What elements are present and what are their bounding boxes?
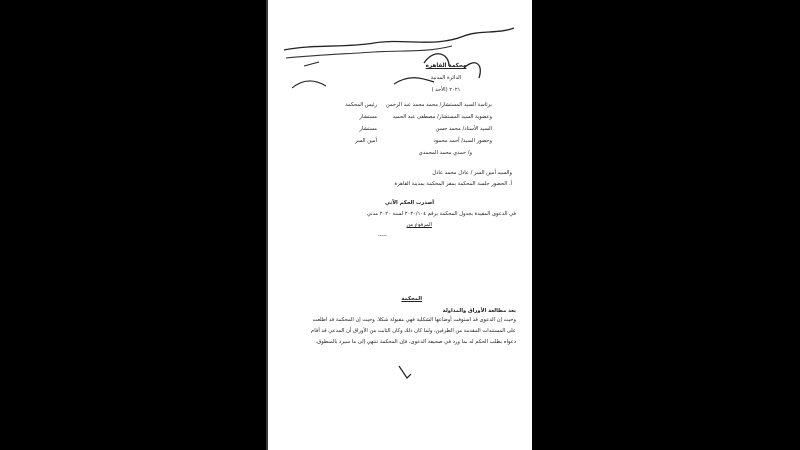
bench-role-1: رئيس المحكمة [345, 102, 377, 108]
bench-role-2: مستشار [359, 114, 377, 120]
extra-line: و/ حمدي محمد المحمدي [418, 150, 472, 156]
handwritten-annotation [274, 8, 524, 108]
handwritten-check-mark [397, 362, 413, 382]
bench-role-3: مستشار [359, 126, 377, 132]
scanned-document-page [266, 0, 532, 450]
case-line: في الدعوى المقيدة بجدول المحكمة برقم ٢٠٢٠/١٠٤ لسنة ٢٠٢٠ مدني [366, 211, 516, 217]
section-title: المحكمة [401, 296, 422, 302]
circuit-name: الدائرة المدنية [430, 75, 462, 81]
scan-edge [266, 0, 268, 450]
bench-name-4: وحضور السيد/ أحمد محمود [433, 138, 492, 144]
bench-name-2: وعضوية السيد المستشار/ مصطفى عبد الحميد [392, 114, 492, 120]
body-paragraph: وحيث إن الدعوى قد استوفت أوضاعها الشكلية فهي مقبولة شكلا. وحيث إن المحكمة قد اطلعت على المستندات المقدمة من الطرفين، ولما كان ذلك وكان الثابت من الأوراق أن المدعي قد أقام دعواه بطلب الحكم له بما ورد في صحيفة الدعوى، فإن المحكمة تنتهي إلى ما سيرد بالمنطوق. [311, 317, 516, 345]
judgment-title: أصدرت الحكم الآتي [385, 200, 434, 206]
attendance-line-1: والسيد أمين السر / عادل محمد عادل [432, 170, 512, 176]
bench-name-1: برئاسة السيد المستشار/ محمد محمد عبد الرحمن [385, 102, 492, 108]
bench-name-3: السيد الأستاذ/ محمد حسن [435, 126, 492, 132]
attendance-line-2: أ. الحضور جلسة المحكمة بمقر المحكمة بمدينة القاهرة [394, 181, 512, 187]
court-name: محكمة القاهرة [425, 63, 467, 69]
divider: ----- [378, 233, 388, 239]
circuit-number: ٢٠٢١ (الأحد ) [431, 87, 461, 93]
handwriting-strokes [274, 8, 524, 108]
filed-by: المرفوع من [406, 222, 432, 228]
bench-role-4: أمين السر [355, 138, 377, 144]
after-review: بعد مطالعة الأوراق والمداولة [442, 308, 516, 314]
